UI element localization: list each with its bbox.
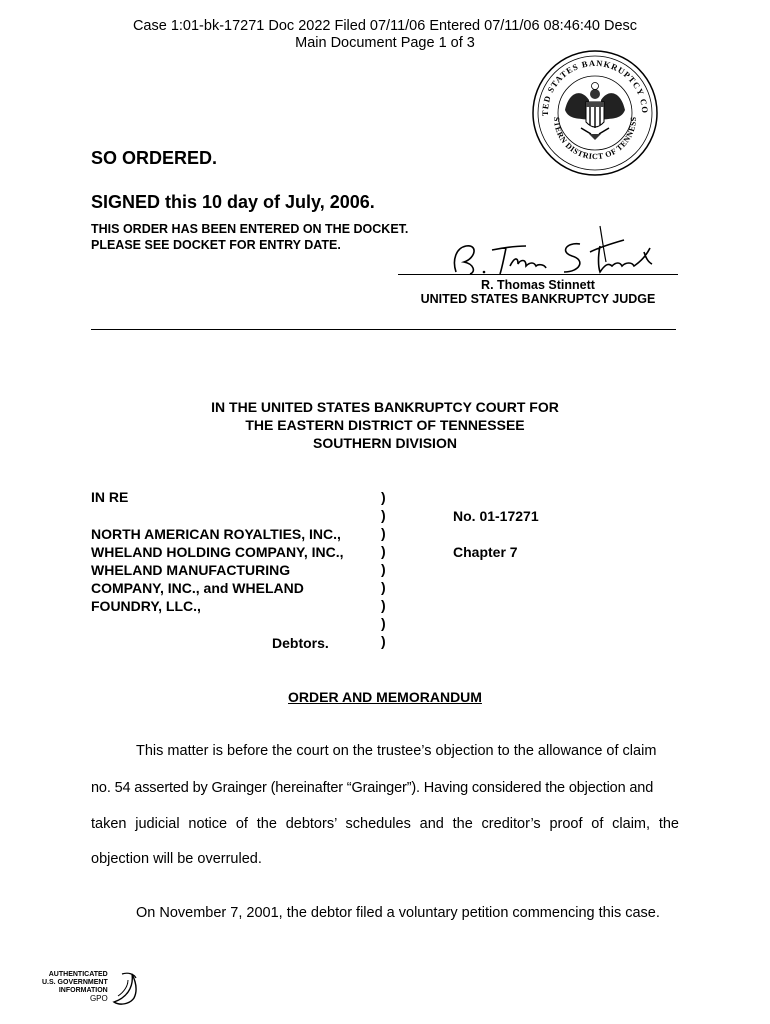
- gpo-authentication-logo: [42, 968, 142, 1006]
- body-paragraph-line: objection will be overruled.: [91, 851, 262, 867]
- docket-notice-line1: THIS ORDER HAS BEEN ENTERED ON THE DOCKET.: [91, 222, 409, 236]
- body-paragraph-line: On November 7, 2001, the debtor filed a voluntary petition commencing this case.: [136, 905, 660, 921]
- separator-rule: [91, 329, 676, 330]
- docket-notice-line2: PLEASE SEE DOCKET FOR ENTRY DATE.: [91, 238, 341, 252]
- court-heading: [0, 398, 770, 452]
- paren: ): [381, 543, 386, 559]
- body-paragraph-line: This matter is before the court on the trustee’s objection to the allowance of claim: [136, 743, 657, 759]
- court-heading-line2: THE EASTERN DISTRICT OF TENNESSEE: [245, 417, 525, 433]
- eagle-seal-icon: [530, 48, 660, 178]
- paren: ): [381, 597, 386, 613]
- document-title-text: ORDER AND MEMORANDUM: [288, 689, 482, 705]
- debtor-name-line: FOUNDRY, LLC.,: [91, 598, 201, 614]
- case-header-line1: Case 1:01-bk-17271 Doc 2022 Filed 07/11/06 Entered 07/11/06 08:46:40 Desc: [132, 18, 638, 34]
- chapter: Chapter 7: [453, 544, 518, 560]
- debtor-name-line: WHELAND MANUFACTURING: [91, 562, 291, 578]
- caption-debtor-names: [91, 525, 344, 615]
- body-paragraph-line: taken judicial notice of the debtors’ schedules and the creditor’s proof of claim, the: [91, 816, 679, 832]
- gpo-text-line: GPO: [89, 994, 108, 1003]
- case-header-line2: Main Document Page 1 of 3: [295, 35, 475, 51]
- gpo-text-line: AUTHENTICATED: [48, 971, 108, 978]
- debtor-name-line: NORTH AMERICAN ROYALTIES, INC.,: [91, 526, 341, 542]
- caption-parenthesis-column: [381, 488, 386, 650]
- case-number: No. 01-17271: [453, 508, 539, 524]
- court-seal: [530, 48, 660, 183]
- debtor-name-line: COMPANY, INC., and WHELAND: [91, 580, 304, 596]
- paren: ): [381, 579, 386, 595]
- paren: ): [381, 507, 386, 523]
- signature-line: [398, 274, 678, 275]
- gpo-text-line: U.S. GOVERNMENT: [42, 979, 108, 986]
- svg-text:UNITED STATES BANKRUPTCY COURT: TED STATES BANKRUPTCY CO: [539, 57, 651, 117]
- document-title: [0, 689, 770, 705]
- gpo-text-line: INFORMATION: [58, 987, 108, 994]
- judge-title: UNITED STATES BANKRUPTCY JUDGE: [420, 292, 656, 306]
- so-ordered: SO ORDERED.: [91, 148, 218, 168]
- paren: ): [381, 489, 386, 505]
- gpo-eagle-icon: [108, 968, 142, 1006]
- body-paragraph-line: no. 54 asserted by Grainger (hereinafter “Grainger”). Having considered the objection and: [91, 780, 654, 796]
- paren: ): [381, 615, 386, 631]
- paren: ): [381, 561, 386, 577]
- caption-debtors-label: Debtors.: [272, 635, 329, 651]
- svg-text:EASTERN DISTRICT OF TENNESSEE: STERN DISTRICT OF TENNESS: [551, 116, 639, 162]
- paren: ): [381, 633, 386, 649]
- judge-name: R. Thomas Stinnett: [481, 278, 595, 292]
- court-heading-line3: SOUTHERN DIVISION: [313, 435, 457, 451]
- debtor-name-line: WHELAND HOLDING COMPANY, INC.,: [91, 544, 344, 560]
- signed-date: SIGNED this 10 day of July, 2006.: [91, 192, 375, 212]
- court-heading-line1: IN THE UNITED STATES BANKRUPTCY COURT FOR: [211, 399, 559, 415]
- handwritten-signature-icon: [440, 222, 680, 282]
- caption-in-re: IN RE: [91, 489, 129, 505]
- paren: ): [381, 525, 386, 541]
